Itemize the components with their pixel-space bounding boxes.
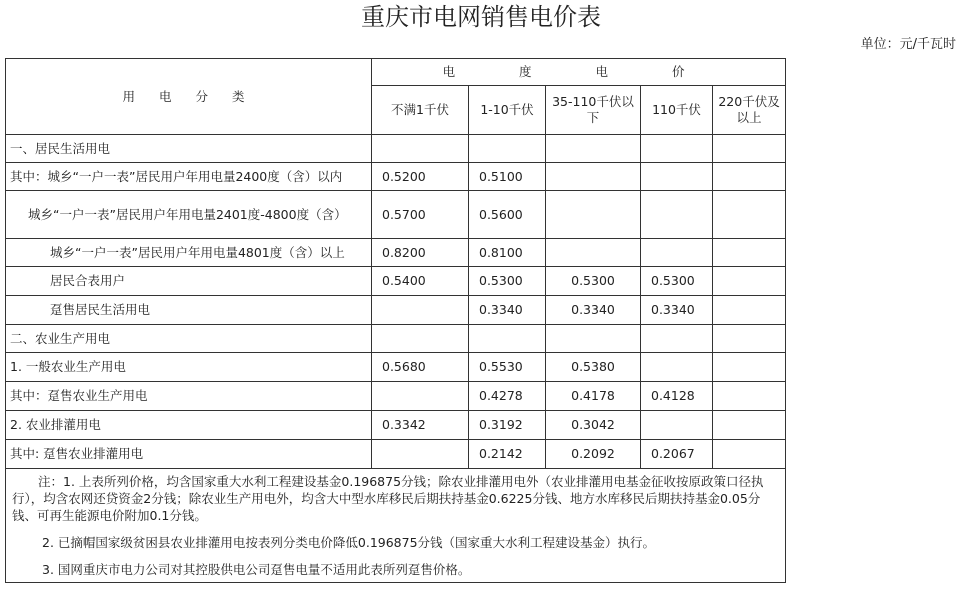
- row-label: 城乡“一户一表”居民用户年用电量2401度-4800度（含）: [6, 191, 372, 239]
- row-value: [372, 325, 469, 353]
- row-value: 0.5100: [469, 163, 546, 191]
- row-value: 0.2142: [469, 440, 546, 469]
- price-table: [5, 58, 786, 583]
- row-value: 0.5200: [372, 163, 469, 191]
- table-row: [6, 382, 786, 411]
- row-value: [641, 325, 713, 353]
- row-value: [713, 411, 786, 440]
- table-row: [6, 191, 786, 239]
- row-value: 0.5530: [469, 353, 546, 382]
- row-value: [546, 191, 641, 239]
- row-label: 趸售居民生活用电: [6, 296, 372, 325]
- row-value: 0.5680: [372, 353, 469, 382]
- row-value: [469, 135, 546, 163]
- table-row: [6, 239, 786, 267]
- table-row: [6, 325, 786, 353]
- row-value: [713, 296, 786, 325]
- table-row: [6, 163, 786, 191]
- table-row: [6, 353, 786, 382]
- row-value: [641, 239, 713, 267]
- row-value: [546, 325, 641, 353]
- table-row: [6, 267, 786, 296]
- row-value: 0.5400: [372, 267, 469, 296]
- row-value: [641, 411, 713, 440]
- table-row: [6, 296, 786, 325]
- row-value: [469, 325, 546, 353]
- row-value: [641, 353, 713, 382]
- note-1: 注：1. 上表所列价格，均含国家重大水利工程建设基金0.196875分钱；除农业排灌用电外（农业排灌用电基金征收按原政策口径执行），均含农网还贷资金2分钱；除农业生产用电外，均含大中型水库移民后期扶持基金0.6225分钱、地方水库移民后期扶持基金0.05分钱、可再生能源电价附加0.1分钱。: [12, 474, 764, 523]
- row-value: [713, 325, 786, 353]
- row-value: [713, 135, 786, 163]
- row-value: [372, 135, 469, 163]
- row-value: [713, 239, 786, 267]
- row-label: 其中: 趸售农业排灌用电: [6, 440, 372, 469]
- row-value: [713, 382, 786, 411]
- row-value: [713, 267, 786, 296]
- row-value: 0.3340: [641, 296, 713, 325]
- header-col-3: 35-110千伏以下: [546, 86, 641, 135]
- row-value: 0.5600: [469, 191, 546, 239]
- row-label: 2. 农业排灌用电: [6, 411, 372, 440]
- header-col-5: 220千伏及以上: [713, 86, 786, 135]
- row-label: 1. 一般农业生产用电: [6, 353, 372, 382]
- note-3: 3. 国网重庆市电力公司对其控股供电公司趸售电量不适用此表所列趸售价格。: [42, 562, 471, 577]
- row-value: [713, 163, 786, 191]
- row-label: 一、居民生活用电: [6, 135, 372, 163]
- row-value: [372, 296, 469, 325]
- row-value: [713, 353, 786, 382]
- header-col-1: 不满1千伏: [372, 86, 469, 135]
- note-2: 2. 已摘帽国家级贫困县农业排灌用电按表列分类电价降低0.196875分钱（国家重大水利工程建设基金）执行。: [42, 535, 656, 550]
- row-label: 居民合表用户: [6, 267, 372, 296]
- row-value: 0.5300: [546, 267, 641, 296]
- row-value: 0.3342: [372, 411, 469, 440]
- header-col-2: 1-10千伏: [469, 86, 546, 135]
- row-value: 0.5300: [641, 267, 713, 296]
- row-value: 0.3042: [546, 411, 641, 440]
- row-value: 0.4278: [469, 382, 546, 411]
- page-title: 重庆市电网销售电价表: [361, 3, 601, 31]
- row-value: 0.3192: [469, 411, 546, 440]
- notes-cell: [6, 469, 786, 583]
- row-value: 0.4178: [546, 382, 641, 411]
- row-value: 0.5380: [546, 353, 641, 382]
- row-label: 城乡“一户一表”居民用户年用电量4801度（含）以上: [6, 239, 372, 267]
- row-value: 0.5300: [469, 267, 546, 296]
- row-value: [713, 191, 786, 239]
- header-category: 用 电 分 类: [6, 59, 372, 135]
- row-value: [372, 382, 469, 411]
- row-value: 0.2092: [546, 440, 641, 469]
- row-value: [641, 163, 713, 191]
- row-value: 0.3340: [469, 296, 546, 325]
- row-value: 0.4128: [641, 382, 713, 411]
- header-price: 电 度 电 价: [372, 59, 786, 86]
- row-value: [546, 135, 641, 163]
- row-label: 二、农业生产用电: [6, 325, 372, 353]
- row-label: 其中：城乡“一户一表”居民用户年用电量2400度（含）以内: [6, 163, 372, 191]
- row-value: 0.8200: [372, 239, 469, 267]
- row-value: [641, 191, 713, 239]
- row-label: 其中：趸售农业生产用电: [6, 382, 372, 411]
- row-value: 0.3340: [546, 296, 641, 325]
- header-col-4: 110千伏: [641, 86, 713, 135]
- row-value: [713, 440, 786, 469]
- row-value: 0.5700: [372, 191, 469, 239]
- row-value: 0.8100: [469, 239, 546, 267]
- unit-label: 单位：元/千瓦时: [860, 37, 956, 52]
- row-value: [641, 135, 713, 163]
- row-value: [546, 239, 641, 267]
- row-value: 0.2067: [641, 440, 713, 469]
- row-value: [546, 163, 641, 191]
- row-value: [372, 440, 469, 469]
- table-row: [6, 411, 786, 440]
- table-row: [6, 135, 786, 163]
- table-row: [6, 440, 786, 469]
